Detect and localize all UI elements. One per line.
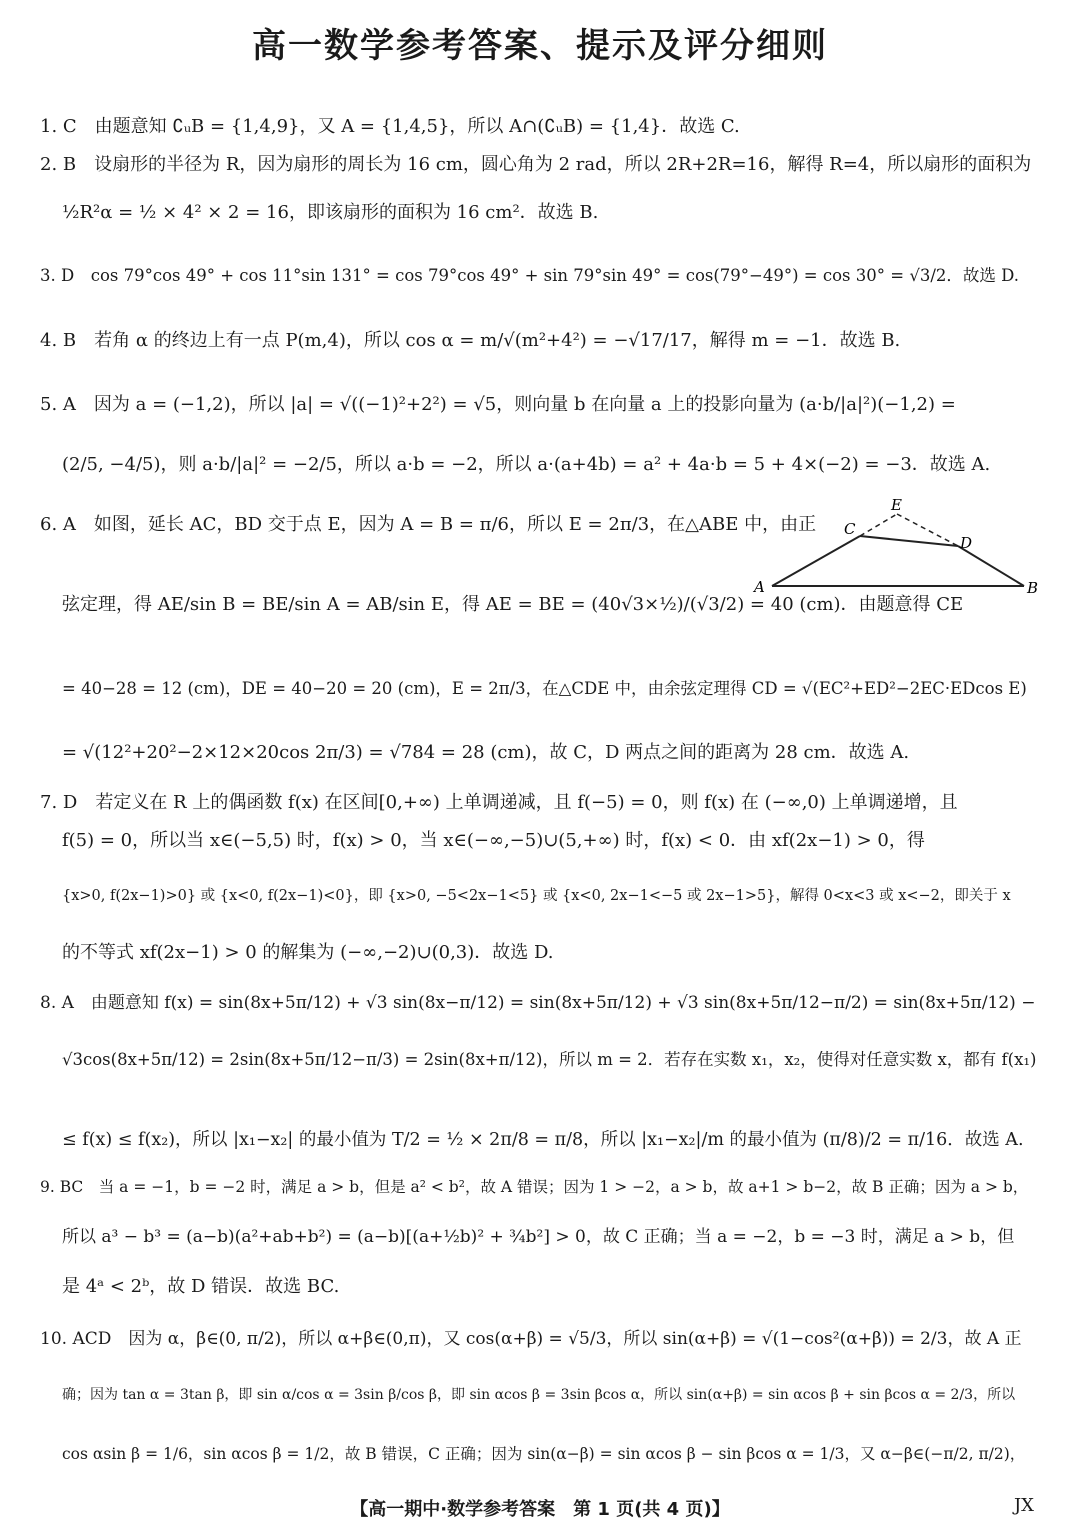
answer-6: 6. A 如图，延长 AC，BD 交于点 E，因为 A = B = π/6，所以 E = 2π/3，在△ABE 中，由正 — [40, 514, 817, 535]
answer-6-cont-1: 弦定理，得 AE/sin B = BE/sin A = AB/sin E，得 AE = BE = (40√3×½)/(√3/2) = 40 (cm)．由题意得 CE — [62, 594, 964, 615]
answer-9-cont-1: 所以 a³ − b³ = (a−b)(a²+ab+b²) = (a−b)[(a+½b)² + ¾b²] > 0，故 C 正确；当 a = −2，b = −3 时，满足 a > b，但 — [62, 1227, 1015, 1247]
answer-7-cont-2: {x>0, f(2x−1)>0} 或 {x<0, f(2x−1)<0}，即 {x>0, −5<2x−1<5} 或 {x<0, 2x−1<−5 或 2x−1>5}，解得 0<x<3 或 x<−2，即关于 x — [62, 888, 1011, 904]
label-b: B — [1027, 579, 1039, 597]
answer-8: 8. A 由题意知 f(x) = sin(8x+5π/12) + √3 sin(8x−π/12) = sin(8x+5π/12) + √3 sin(8x+5π/12−π/2) = sin(8x+5π/12) − — [40, 993, 1036, 1013]
answer-10: 10. ACD 因为 α，β∈(0, π/2)，所以 α+β∈(0,π)，又 cos(α+β) = √5/3，所以 sin(α+β) = √(1−cos²(α+β)) = 2/3，故 A 正 — [40, 1329, 1022, 1349]
answer-10-cont-2: cos αsin β = 1/6，sin αcos β = 1/2，故 B 错误，C 正确；因为 sin(α−β) = sin αcos β − sin βcos α = 1/3，又 α−β∈(−π/2, π/2)， — [62, 1445, 1026, 1463]
answer-4: 4. B 若角 α 的终边上有一点 P(m,4)，所以 cos α = m/√(m²+4²) = −√17/17，解得 m = −1．故选 B. — [40, 330, 901, 351]
label-e: E — [891, 496, 902, 514]
side-cd — [860, 536, 958, 546]
answer-9: 9. BC 当 a = −1，b = −2 时，满足 a > b，但是 a² < b²，故 A 错误；因为 1 > −2，a > b，故 a+1 > b−2，故 B 正确；因为 a > b， — [40, 1178, 1029, 1196]
answer-3: 3. D cos 79°cos 49° + cos 11°sin 131° = cos 79°cos 49° + sin 79°sin 49° = cos(79°−49°) = cos 30° = √3/2．故选 D. — [40, 266, 1020, 285]
answer-1: 1. C 由题意知 ∁ᵤB = {1,4,9}，又 A = {1,4,5}，所以 A∩(∁ᵤB) = {1,4}．故选 C. — [40, 116, 740, 137]
answer-7: 7. D 若定义在 R 上的偶函数 f(x) 在区间[0,+∞) 上单调递减，且 f(−5) = 0，则 f(x) 在 (−∞,0) 上单调递增，且 — [40, 792, 958, 813]
label-d: D — [960, 534, 973, 552]
answer-9-cont-2: 是 4ᵃ < 2ᵇ，故 D 错误．故选 BC. — [62, 1276, 340, 1297]
page-title: 高一数学参考答案、提示及评分细则 — [252, 26, 828, 66]
side-ac — [772, 536, 860, 586]
label-a: A — [754, 578, 765, 596]
answer-5-cont: (2/5, −4/5)，则 a·b/|a|² = −2/5，所以 a·b = −2，所以 a·(a+4b) = a² + 4a·b = 5 + 4×(−2) = −3．故选 A. — [62, 454, 991, 475]
page-footer: 【高一期中·数学参考答案 第 1 页(共 4 页)】 — [350, 1499, 730, 1520]
answer-2-cont: ½R²α = ½ × 4² × 2 = 16，即该扇形的面积为 16 cm²．故选 B. — [62, 202, 599, 223]
triangle-figure — [752, 494, 1044, 606]
answer-7-cont-1: f(5) = 0，所以当 x∈(−5,5) 时，f(x) > 0，当 x∈(−∞,−5)∪(5,+∞) 时，f(x) < 0．由 xf(2x−1) > 0，得 — [62, 830, 925, 851]
answer-8-cont-2: ≤ f(x) ≤ f(x₂)，所以 |x₁−x₂| 的最小值为 T/2 = ½ × 2π/8 = π/8，所以 |x₁−x₂|/m 的最小值为 (π/8)/2 = π/16．故选 A. — [62, 1130, 1024, 1150]
answer-8-cont-1: √3cos(8x+5π/12) = 2sin(8x+5π/12−π/3) = 2sin(8x+π/12)，所以 m = 2．若存在实数 x₁，x₂，使得对任意实数 x，都有 f(x₁) — [62, 1050, 1037, 1069]
answer-6-cont-2: = 40−28 = 12 (cm)，DE = 40−20 = 20 (cm)，E = 2π/3，在△CDE 中，由余弦定理得 CD = √(EC²+ED²−2EC·EDcos E) — [62, 679, 1027, 698]
corner-code: JX — [1013, 1495, 1034, 1516]
answer-2: 2. B 设扇形的半径为 R，因为扇形的周长为 16 cm，圆心角为 2 rad，所以 2R+2R=16，解得 R=4，所以扇形的面积为 — [40, 154, 1032, 175]
side-db — [958, 546, 1024, 586]
answer-10-cont-1: 确；因为 tan α = 3tan β，即 sin α/cos α = 3sin β/cos β，即 sin αcos β = 3sin βcos α，所以 sin(α+β) = sin αcos β + sin βcos α = 2/3，所以 — [62, 1387, 1016, 1403]
dashed-ce — [860, 514, 897, 536]
answer-7-cont-3: 的不等式 xf(2x−1) > 0 的解集为 (−∞,−2)∪(0,3)．故选 D. — [62, 942, 554, 963]
answer-6-cont-3: = √(12²+20²−2×12×20cos 2π/3) = √784 = 28 (cm)，故 C，D 两点之间的距离为 28 cm．故选 A. — [62, 742, 910, 763]
answer-5: 5. A 因为 a = (−1,2)，所以 |a| = √((−1)²+2²) = √5，则向量 b 在向量 a 上的投影向量为 (a·b/|a|²)(−1,2) = — [40, 394, 956, 415]
label-c: C — [844, 520, 856, 538]
